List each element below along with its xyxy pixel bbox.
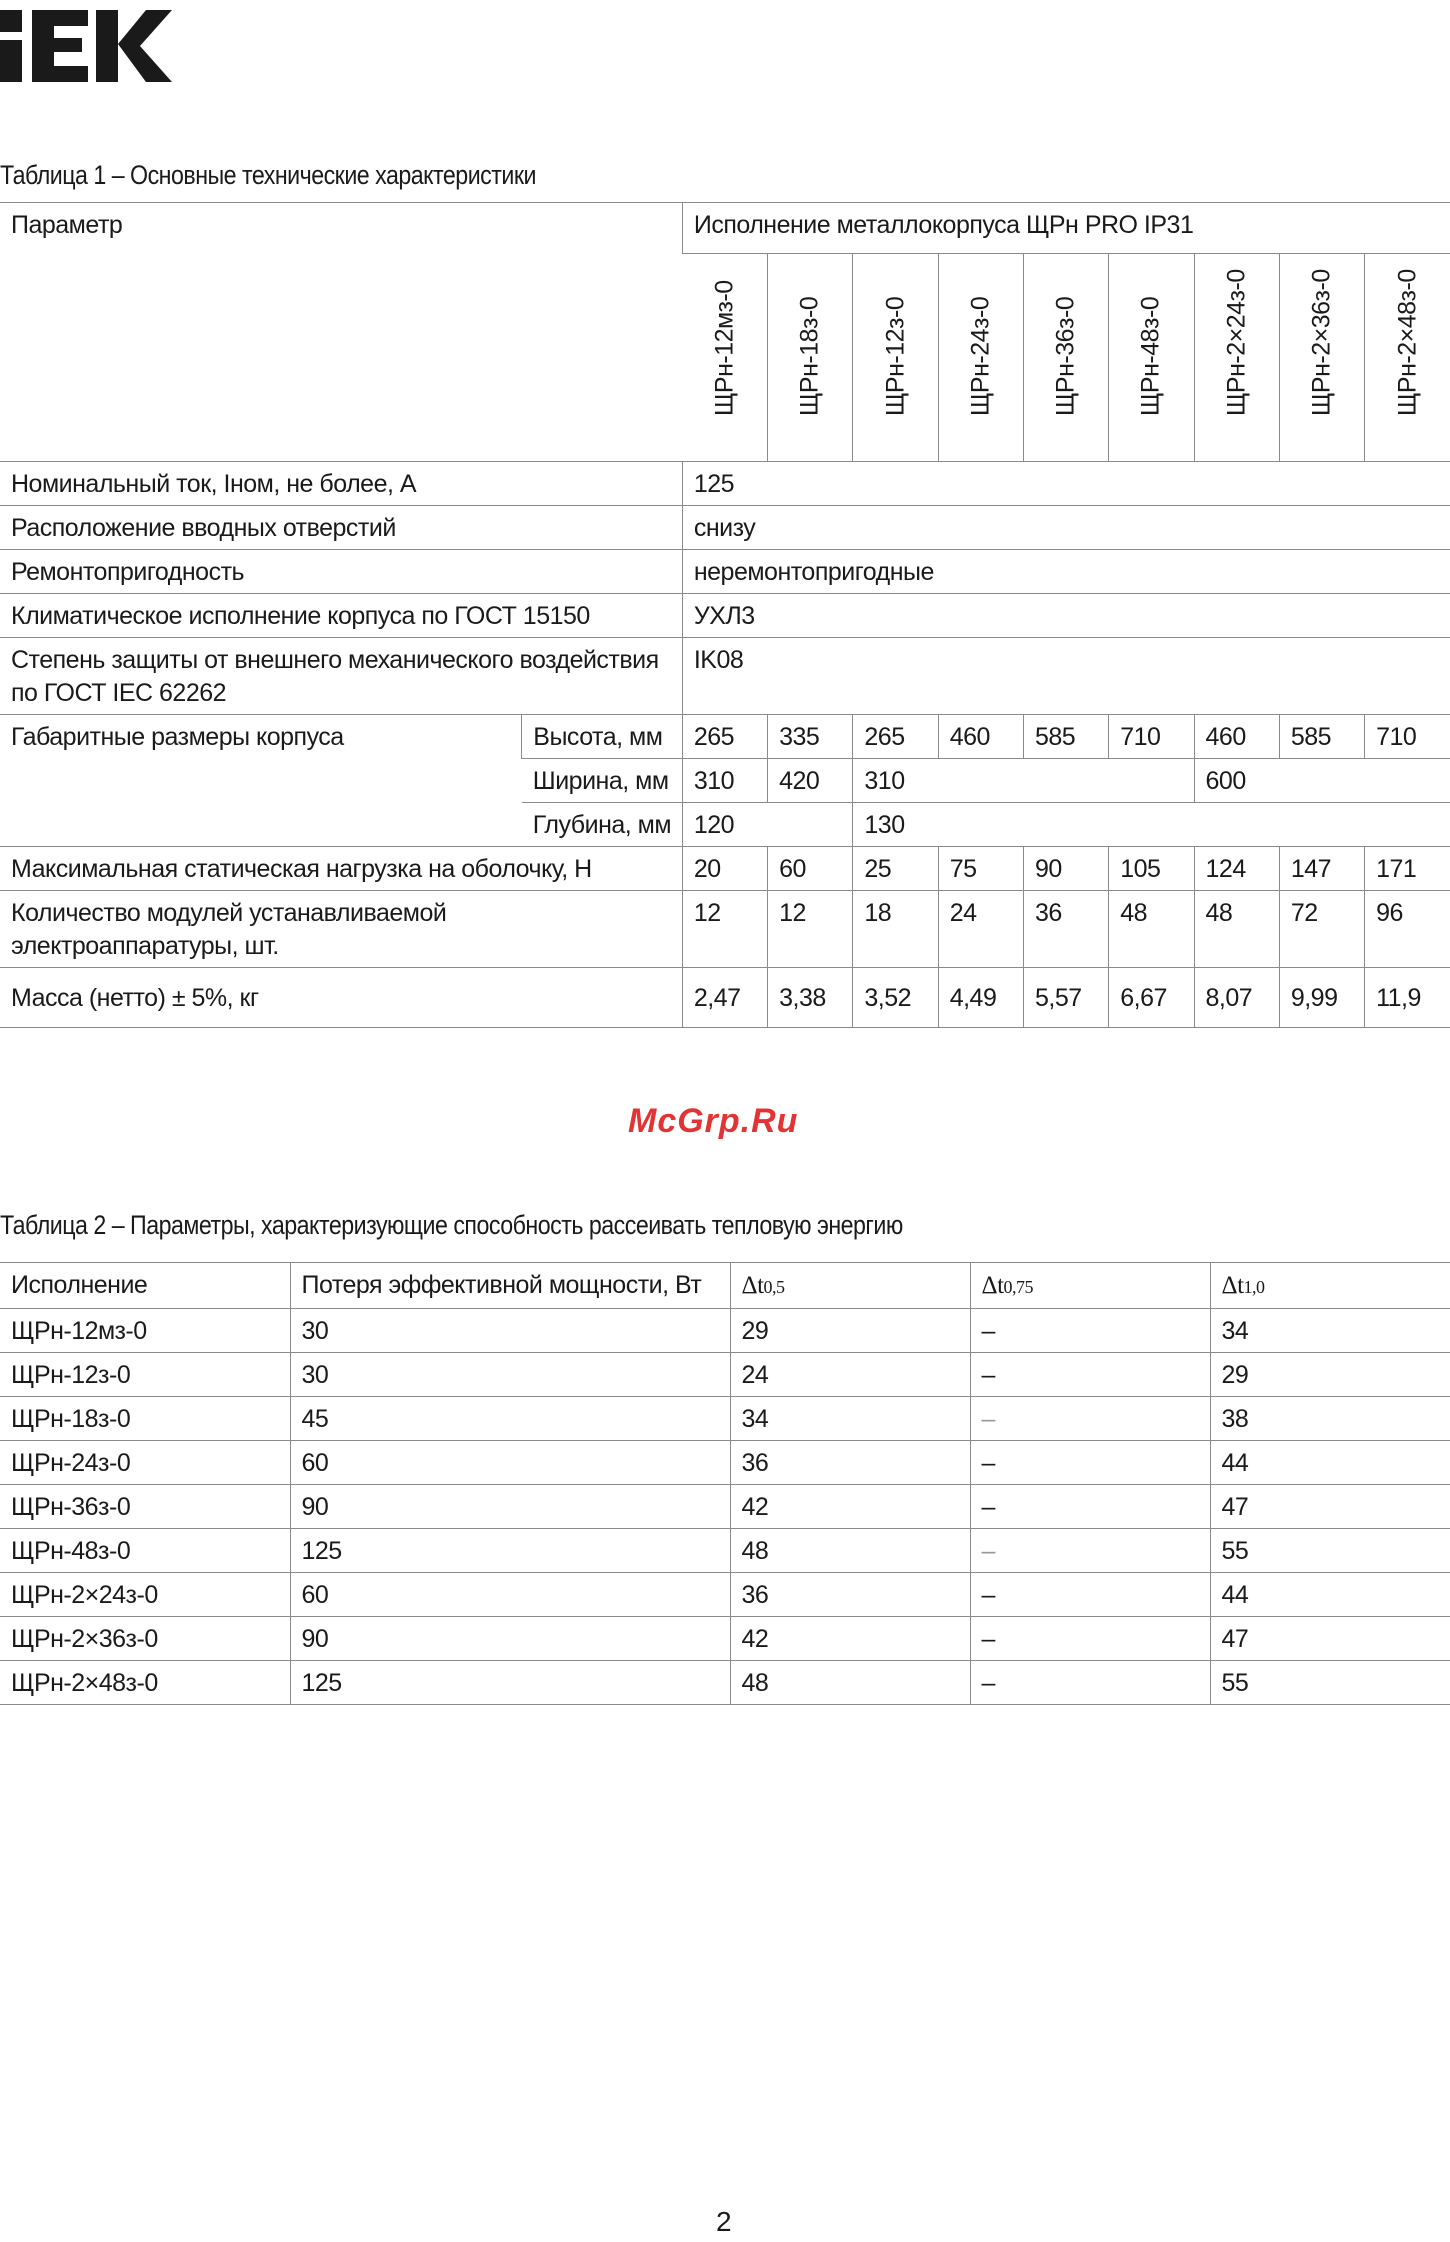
watermark: McGrp.Ru (628, 1102, 799, 1140)
cell: 2,47 (682, 968, 767, 1028)
cell: 34 (1210, 1309, 1450, 1353)
cell: 124 (1194, 847, 1279, 891)
cell: – (970, 1617, 1210, 1661)
table-row (0, 891, 1450, 968)
cell: – (970, 1353, 1210, 1397)
table-row (0, 550, 1450, 594)
cell: 75 (938, 847, 1023, 891)
col-header-dt10: Δt1,0 (1210, 1263, 1450, 1309)
cell: 30 (290, 1353, 730, 1397)
cell: 710 (1365, 715, 1450, 759)
table-row (0, 968, 1450, 1028)
row-label: Количество модулей устанавливаемой электроаппаратуры, шт. (0, 891, 682, 968)
cell: 11,9 (1365, 968, 1450, 1028)
table1-caption: Таблица 1 – Основные технические характеристики (0, 160, 536, 190)
cell: 90 (1023, 847, 1108, 891)
cell: 125 (290, 1529, 730, 1573)
col-header-dt05: Δt0,5 (730, 1263, 970, 1309)
cell: 44 (1210, 1441, 1450, 1485)
row-label: Климатическое исполнение корпуса по ГОСТ 15150 (0, 594, 682, 638)
cell: 130 (853, 803, 1450, 847)
cell: 265 (682, 715, 767, 759)
iek-logo (0, 0, 172, 82)
col-header-dt075: Δt0,75 (970, 1263, 1210, 1309)
table-row (0, 1309, 1450, 1353)
table-row (0, 1529, 1450, 1573)
cell: ЩРн-24з-0 (0, 1441, 290, 1485)
row-label: Ремонтопригодность (0, 550, 682, 594)
cell: 48 (730, 1529, 970, 1573)
cell: 147 (1279, 847, 1364, 891)
cell: 105 (1109, 847, 1194, 891)
row-label: Расположение вводных отверстий (0, 506, 682, 550)
table-row (0, 594, 1450, 638)
cell: 55 (1210, 1529, 1450, 1573)
cell: 3,52 (853, 968, 938, 1028)
cell: 460 (1194, 715, 1279, 759)
row-label: Максимальная статическая нагрузка на оболочку, Н (0, 847, 682, 891)
table-row (0, 1661, 1450, 1705)
table-row (0, 462, 1450, 506)
row-value: IK08 (682, 638, 1450, 715)
cell: 42 (730, 1485, 970, 1529)
cell: 310 (682, 759, 767, 803)
cell: ЩРн-2×48з-0 (0, 1661, 290, 1705)
cell: 47 (1210, 1485, 1450, 1529)
cell: 36 (730, 1573, 970, 1617)
cell: – (970, 1441, 1210, 1485)
cell: ЩРн-48з-0 (0, 1529, 290, 1573)
model-header: ЩРн-24з-0 (938, 254, 1023, 462)
version-header: Исполнение металлокорпуса ЩРн PRO IP31 (682, 203, 1450, 254)
cell: ЩРн-2×24з-0 (0, 1573, 290, 1617)
cell: 60 (290, 1441, 730, 1485)
cell: 310 (853, 759, 1194, 803)
cell: 55 (1210, 1661, 1450, 1705)
cell: 45 (290, 1397, 730, 1441)
cell: 265 (853, 715, 938, 759)
dim-label: Глубина, мм (522, 803, 683, 847)
cell: 29 (1210, 1353, 1450, 1397)
cell: 12 (682, 891, 767, 968)
cell: 72 (1279, 891, 1364, 968)
cell: 24 (938, 891, 1023, 968)
cell: 47 (1210, 1617, 1450, 1661)
param-header: Параметр (0, 203, 682, 462)
cell: – (970, 1529, 1210, 1573)
cell: – (970, 1573, 1210, 1617)
cell: 420 (768, 759, 853, 803)
cell: 600 (1194, 759, 1450, 803)
table-row (0, 1397, 1450, 1441)
cell: 9,99 (1279, 968, 1364, 1028)
table2-caption: Таблица 2 – Параметры, характеризующие способность рассеивать тепловую энергию (0, 1210, 903, 1240)
table-row (0, 847, 1450, 891)
cell: 60 (290, 1573, 730, 1617)
cell: – (970, 1309, 1210, 1353)
cell: 34 (730, 1397, 970, 1441)
cell: 25 (853, 847, 938, 891)
cell: – (970, 1661, 1210, 1705)
model-header: ЩРн-36з-0 (1023, 254, 1108, 462)
cell: 18 (853, 891, 938, 968)
table-row (0, 1353, 1450, 1397)
cell: 48 (730, 1661, 970, 1705)
page-number: 2 (716, 2206, 732, 2237)
cell: 48 (1194, 891, 1279, 968)
cell: – (970, 1397, 1210, 1441)
row-label: Габаритные размеры корпуса (0, 715, 522, 847)
dim-label: Высота, мм (522, 715, 683, 759)
cell: 3,38 (768, 968, 853, 1028)
cell: 710 (1109, 715, 1194, 759)
cell: ЩРн-12з-0 (0, 1353, 290, 1397)
cell: 60 (768, 847, 853, 891)
model-header: ЩРн-12з-0 (853, 254, 938, 462)
col-header-power: Потеря эффективной мощности, Вт (290, 1263, 730, 1309)
model-header: ЩРн-12мз-0 (682, 254, 767, 462)
table-row (0, 1617, 1450, 1661)
cell: 90 (290, 1617, 730, 1661)
table-row (0, 1485, 1450, 1529)
cell: 20 (682, 847, 767, 891)
table-header-row (0, 1263, 1450, 1309)
row-value: 125 (682, 462, 1450, 506)
cell: 36 (730, 1441, 970, 1485)
cell: 120 (682, 803, 853, 847)
cell: 38 (1210, 1397, 1450, 1441)
table-row (0, 715, 1450, 759)
table-row (0, 203, 1450, 254)
cell: 460 (938, 715, 1023, 759)
cell: 48 (1109, 891, 1194, 968)
model-header: ЩРн-18з-0 (768, 254, 853, 462)
cell: 44 (1210, 1573, 1450, 1617)
model-header: ЩРн-2×48з-0 (1365, 254, 1450, 462)
cell: 90 (290, 1485, 730, 1529)
cell: 171 (1365, 847, 1450, 891)
row-value: снизу (682, 506, 1450, 550)
table-row (0, 1573, 1450, 1617)
cell: 96 (1365, 891, 1450, 968)
cell: – (970, 1485, 1210, 1529)
model-header: ЩРн-48з-0 (1109, 254, 1194, 462)
cell: 6,67 (1109, 968, 1194, 1028)
cell: ЩРн-12мз-0 (0, 1309, 290, 1353)
cell: 24 (730, 1353, 970, 1397)
row-label: Номинальный ток, Iном, не более, А (0, 462, 682, 506)
col-header-version: Исполнение (0, 1263, 290, 1309)
row-label: Масса (нетто) ± 5%, кг (0, 968, 682, 1028)
cell: 585 (1023, 715, 1108, 759)
cell: 125 (290, 1661, 730, 1705)
model-header: ЩРн-2×36з-0 (1279, 254, 1364, 462)
cell: 585 (1279, 715, 1364, 759)
table-row (0, 1441, 1450, 1485)
cell: 4,49 (938, 968, 1023, 1028)
cell: 5,57 (1023, 968, 1108, 1028)
cell: 12 (768, 891, 853, 968)
thermal-table (0, 1262, 1450, 1705)
table-row (0, 638, 1450, 715)
specs-table (0, 202, 1450, 1028)
cell: 29 (730, 1309, 970, 1353)
cell: 30 (290, 1309, 730, 1353)
row-value: неремонтопригодные (682, 550, 1450, 594)
cell: 42 (730, 1617, 970, 1661)
cell: ЩРн-2×36з-0 (0, 1617, 290, 1661)
model-header: ЩРн-2×24з-0 (1194, 254, 1279, 462)
cell: ЩРн-36з-0 (0, 1485, 290, 1529)
cell: ЩРн-18з-0 (0, 1397, 290, 1441)
cell: 36 (1023, 891, 1108, 968)
row-label: Степень защиты от внешнего механического воздействия по ГОСТ IEC 62262 (0, 638, 682, 715)
dim-label: Ширина, мм (522, 759, 683, 803)
row-value: УХЛ3 (682, 594, 1450, 638)
cell: 8,07 (1194, 968, 1279, 1028)
cell: 335 (768, 715, 853, 759)
table-row (0, 506, 1450, 550)
